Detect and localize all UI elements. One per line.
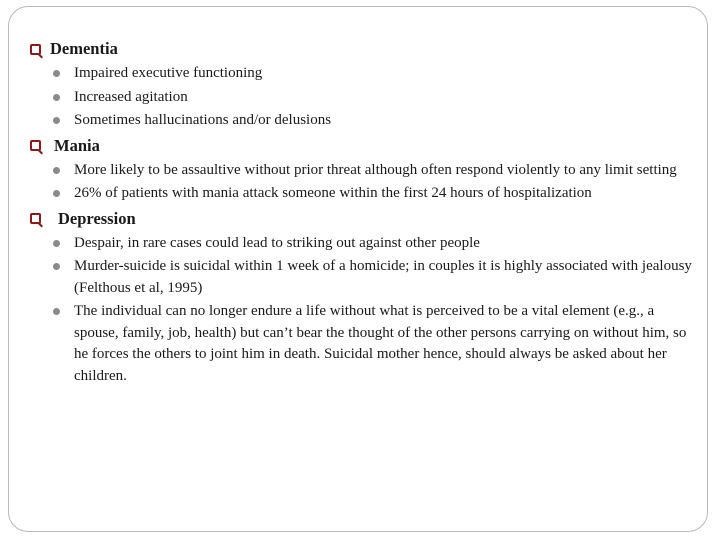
checkbox-square-icon [30, 44, 41, 55]
list-item-text: Sometimes hallucinations and/or delusions [74, 112, 332, 128]
list-item-text: More likely to be assaultive without prior threat although often respond violently to any limit setting [74, 161, 677, 178]
bullet-list [30, 63, 702, 132]
list-item [50, 256, 702, 299]
checkbox-square-icon [30, 140, 41, 151]
round-bullet-icon [53, 70, 60, 77]
section-header-dementia [30, 37, 702, 61]
section-header-depression [30, 207, 702, 231]
round-bullet-icon [53, 117, 60, 124]
list-item [50, 301, 702, 387]
bullet-list [30, 233, 702, 388]
list-item-text: Increased agitation [74, 88, 188, 105]
section-mania [30, 134, 702, 205]
round-bullet-icon [53, 263, 60, 270]
list-item [50, 63, 702, 85]
section-header-mania [30, 134, 702, 158]
section-title: Depression [58, 208, 136, 228]
round-bullet-icon [53, 240, 60, 247]
checkbox-square-icon [30, 213, 41, 224]
list-item-text: The individual can no longer endure a life without what is perceived to be a vital element (e.g., a spouse, family, job, health) but can’t bear the thought of the other persons carrying on without him, so he forces the others to joint him in death. Suicidal mother hence, should always be asked about her children. [74, 303, 687, 384]
list-item [50, 183, 702, 205]
round-bullet-icon [53, 94, 60, 101]
list-item-text: 26% of patients with mania attack someone within the first 24 hours of hospitalization [74, 185, 592, 201]
slide-content [30, 37, 702, 389]
list-item-text: Impaired executive functioning [74, 65, 263, 81]
round-bullet-icon [53, 308, 60, 315]
list-item-text: Despair, in rare cases could lead to striking out against other people [74, 234, 480, 251]
round-bullet-icon [53, 167, 60, 174]
section-title: Mania [54, 135, 100, 155]
section-depression [30, 207, 702, 388]
section-dementia [30, 37, 702, 132]
list-item [50, 87, 702, 109]
section-title: Dementia [50, 39, 118, 58]
list-item-text: Murder-suicide is suicidal within 1 week of a homicide; in couples it is highly associated with jealousy (Felthous et al, 1995) [74, 258, 692, 296]
list-item [50, 110, 702, 132]
list-item [50, 233, 702, 255]
round-bullet-icon [53, 190, 60, 197]
bullet-list [30, 160, 702, 205]
list-item [50, 160, 702, 182]
